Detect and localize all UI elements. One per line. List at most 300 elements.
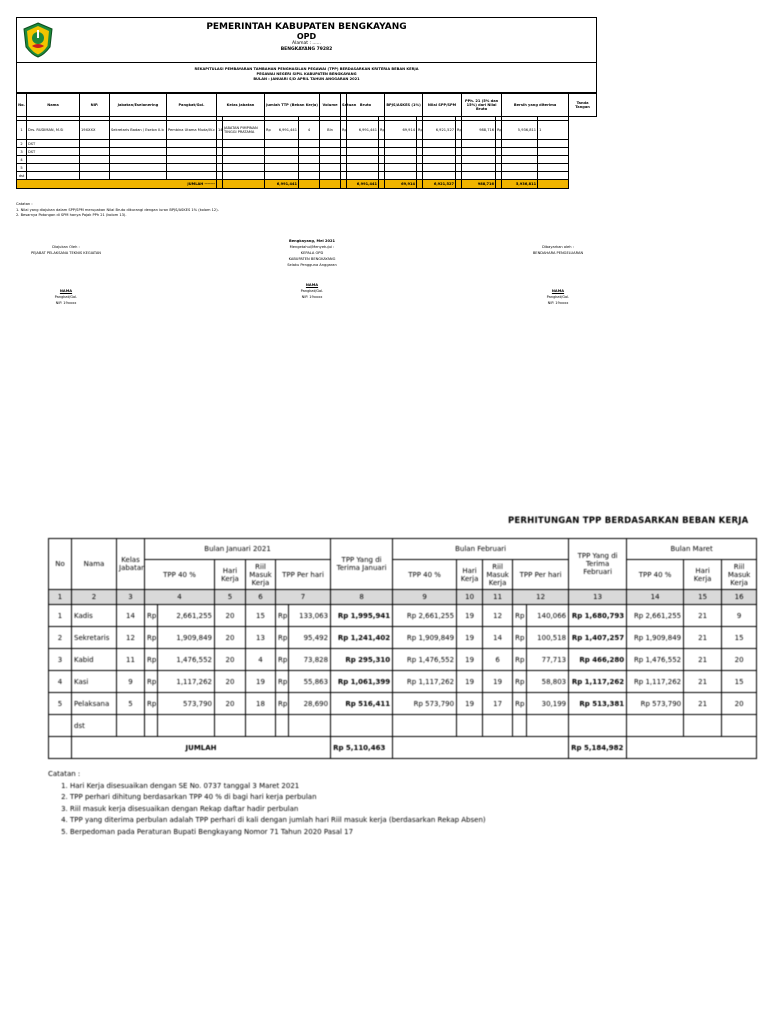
rekap-row — [17, 140, 597, 148]
calc-feb-diterima: Rp 513,381 — [569, 693, 627, 715]
rekap-cell-nama — [27, 156, 80, 164]
rekap-cell-pangkat — [167, 140, 217, 148]
sig-center-regency: KABUPATEN BENGKAYANG — [288, 257, 336, 261]
calc-jan-perhari: 73,828 — [289, 649, 331, 671]
calc-notes-title: Catatan : — [48, 770, 81, 778]
calc-cell — [158, 715, 215, 737]
rekap-cell-jumlah — [265, 148, 299, 156]
h-no: No — [49, 539, 72, 590]
calc-feb-tpp40: Rp 1,909,849 — [393, 627, 457, 649]
currency-prefix: Rp — [145, 649, 158, 671]
rekap-cell-kelas-jab: JABATAN PIMPINAN TINGGI PRATAMA — [223, 121, 265, 140]
calc-jan-tpp40: 573,790 — [158, 693, 215, 715]
h-mar-riil: Riil Masuk Kerja — [722, 560, 757, 590]
rekap-cell-kelas-jab — [223, 156, 265, 164]
rekap-cell-bpjs: 69,914 — [385, 121, 417, 140]
total-pph: 988,716 — [462, 180, 496, 189]
calc-mar-riil: 15 — [722, 671, 757, 693]
rekap-document — [16, 17, 597, 189]
currency-prefix: Rp — [145, 693, 158, 715]
calc-jan-hari: 20 — [215, 649, 246, 671]
calc-header-row-1 — [49, 539, 757, 560]
rekap-cell-ttd — [538, 140, 569, 148]
calc-feb-riil: 12 — [483, 605, 513, 627]
h-bulan-februari: Bulan Februari — [393, 539, 569, 560]
sig-center-rank: Pangkat/Gol. — [300, 289, 324, 293]
currency-prefix: Rp — [276, 605, 289, 627]
h-kelas: Kelas Jabatan — [117, 539, 145, 590]
rekap-cell-satuan — [320, 172, 341, 180]
rekap-cell-volume: 4 — [299, 121, 320, 140]
rekap-cell-jumlah — [265, 172, 299, 180]
col-pph: PPh. 21 (5% dan 15%) dari Nilai Bruto — [462, 94, 502, 117]
calc-mar-tpp40: Rp 1,909,849 — [627, 627, 684, 649]
calc-jan-riil: 13 — [246, 627, 276, 649]
calc-cell — [527, 715, 569, 737]
colnum: 9 — [393, 590, 457, 605]
rekap-cell-volume — [299, 172, 320, 180]
report-titles — [16, 63, 597, 93]
calc-row — [49, 671, 757, 693]
h-bulan-maret: Bulan Maret — [627, 539, 757, 560]
city-postcode: BENGKAYANG 79282 — [280, 47, 333, 52]
rekap-cell-bpjs — [385, 140, 417, 148]
rekap-cell-spp — [423, 172, 456, 180]
rekap-cell-bersih — [502, 172, 538, 180]
calc-jan-diterima: Rp 1,061,399 — [331, 671, 393, 693]
calc-mar-hari: 21 — [684, 605, 722, 627]
total-cell — [299, 180, 320, 189]
rekap-cell-nip: 19XXXX — [80, 121, 110, 140]
rekap-cell-ttd — [538, 156, 569, 164]
rekap-cell-nama — [27, 164, 80, 172]
rekap-cell-bpjs — [385, 172, 417, 180]
calc-no: 2 — [49, 627, 72, 649]
rekap-total-row — [17, 180, 597, 189]
calc-note-1: 1. Hari Kerja disesuaikan dengan SE No. 0737 tanggal 3 Maret 2021 — [70, 781, 486, 793]
colnum: 4 — [145, 590, 215, 605]
rekap-cell-spp — [423, 164, 456, 172]
calc-feb-hari: 19 — [457, 605, 483, 627]
rekap-row — [17, 164, 597, 172]
rekap-cell-nama: DST — [27, 148, 80, 156]
rekap-cell-volume — [299, 156, 320, 164]
note-2: 2. Besarnya Potongan di SPM hanya Pajak PPh 21 (kolom 13). — [16, 213, 127, 217]
rekap-cell-ttd — [538, 164, 569, 172]
calc-nama: Kasi — [72, 671, 117, 693]
sig-date: Bengkayang, Mei 2021 — [288, 239, 336, 243]
h-feb-hari: Hari Kerja — [457, 560, 483, 590]
note-1: 1. Nilai yang diajukan dalam SPP/SPM merupakan Nilai Bruto dikurangi dengan iuran BPJS/ASKES 1% (kolom 12). — [16, 207, 219, 212]
calc-feb-perhari: 30,199 — [527, 693, 569, 715]
currency-prefix: Rp — [276, 649, 289, 671]
address: Alamat : ...... — [292, 41, 321, 46]
calc-column-numbers — [49, 590, 757, 605]
rekap-cell-jumlah — [265, 121, 299, 140]
currency-prefix: Rp — [513, 605, 527, 627]
rekap-cell-rp6: Rp — [496, 121, 502, 140]
rekap-cell-pangkat — [167, 156, 217, 164]
rekap-cell-bersih — [502, 148, 538, 156]
rekap-cell-bruto — [347, 172, 379, 180]
rekap-cell-kelas-jab — [223, 164, 265, 172]
currency-prefix: Rp — [513, 693, 527, 715]
rekap-cell-no: 3 — [17, 148, 27, 156]
rekap-cell-no: dst — [17, 172, 27, 180]
rekap-header-row — [17, 94, 597, 117]
calc-feb-perhari: 58,803 — [527, 671, 569, 693]
h-jan-perhari: TPP Per hari — [276, 560, 331, 590]
currency-prefix: Rp — [266, 128, 271, 132]
calc-total-februari: Rp 5,184,982 — [569, 737, 627, 759]
currency-prefix: Rp — [513, 627, 527, 649]
col-bruto: Bruto — [347, 94, 385, 117]
col-nama: Nama — [27, 94, 80, 117]
colnum: 13 — [569, 590, 627, 605]
calc-cell — [145, 715, 158, 737]
rekap-cell-pangkat: Pembina Utama Muda/IV.c — [167, 121, 217, 140]
calc-header-row-2 — [49, 560, 757, 590]
calc-feb-riil: 6 — [483, 649, 513, 671]
colnum: 10 — [457, 590, 483, 605]
currency-prefix: Rp — [513, 671, 527, 693]
calc-cell — [393, 737, 569, 759]
calc-mar-tpp40: Rp 1,476,552 — [627, 649, 684, 671]
calc-feb-hari: 19 — [457, 693, 483, 715]
rekap-cell-nama: Drs. RUDIMAN, M.Si — [27, 121, 80, 140]
total-cell — [320, 180, 341, 189]
calc-jan-riil: 15 — [246, 605, 276, 627]
rekap-cell-no: 2 — [17, 140, 27, 148]
calc-no: 5 — [49, 693, 72, 715]
rekap-cell-bruto — [347, 148, 379, 156]
total-bpjs: 69,914 — [385, 180, 417, 189]
calc-mar-tpp40: Rp 2,661,255 — [627, 605, 684, 627]
h-diterima-januari: TPP Yang di Terima Januari — [331, 539, 393, 590]
opd-name: OPD — [296, 32, 317, 41]
col-pangkat: Pangkat/Gol. — [167, 94, 217, 117]
rekap-cell-ttd — [538, 148, 569, 156]
calc-note-4: 4. TPP yang diterima perbulan adalah TPP perhari di kali dengan jumlah hari Riil masuk kerja (berdasarkan Rekap Absen) — [70, 815, 486, 827]
calc-row — [49, 693, 757, 715]
rekap-cell-jabatan — [110, 156, 167, 164]
rekap-cell-nip — [80, 164, 110, 172]
rekap-cell-jabatan: Sekretaris Badan / Eselon II.b — [110, 121, 167, 140]
calc-feb-tpp40: Rp 1,476,552 — [393, 649, 457, 671]
sig-center-name: NAMA — [305, 283, 319, 287]
calc-row-dst — [49, 715, 757, 737]
rekap-cell-nip — [80, 156, 110, 164]
rekap-cell-rp3: Rp — [379, 121, 385, 140]
sig-right-role: BENDAHARA PENGELUARAN — [532, 251, 584, 255]
rekap-cell-nama: DST — [27, 140, 80, 148]
h-jan-tpp40: TPP 40 % — [145, 560, 215, 590]
calc-cell — [49, 737, 72, 759]
rekap-cell-nip — [80, 140, 110, 148]
calc-mar-hari: 21 — [684, 693, 722, 715]
calc-feb-perhari: 77,713 — [527, 649, 569, 671]
calc-cell — [276, 715, 289, 737]
calc-cell — [331, 715, 393, 737]
sig-left-name: NAMA — [59, 289, 73, 293]
total-spp: 6,921,527 — [423, 180, 456, 189]
rekap-cell-nip — [80, 172, 110, 180]
rekap-row — [17, 121, 597, 140]
col-nip: NIP. — [80, 94, 110, 117]
rekap-cell-bpjs — [385, 148, 417, 156]
rekap-cell-bpjs — [385, 156, 417, 164]
calc-jan-perhari: 55,863 — [289, 671, 331, 693]
sig-center-caption: Mengetahui/Menyetujui : — [289, 245, 335, 249]
calc-no: 3 — [49, 649, 72, 671]
calc-jan-hari: 20 — [215, 693, 246, 715]
rekap-cell-volume — [299, 148, 320, 156]
col-satuan: Satuan — [341, 94, 347, 117]
letterhead — [16, 17, 597, 63]
calc-kelas: 9 — [117, 671, 145, 693]
calc-jan-hari: 20 — [215, 627, 246, 649]
calc-jan-tpp40: 2,661,255 — [158, 605, 215, 627]
calc-no — [49, 715, 72, 737]
calc-mar-hari: 21 — [684, 671, 722, 693]
colnum: 7 — [276, 590, 331, 605]
calc-kelas: 12 — [117, 627, 145, 649]
calc-mar-hari: 21 — [684, 627, 722, 649]
calc-row — [49, 627, 757, 649]
calc-total-row — [49, 737, 757, 759]
calc-total-januari: Rp 5,110,463 — [331, 737, 393, 759]
calc-nama: Kabid — [72, 649, 117, 671]
currency-prefix: Rp — [145, 671, 158, 693]
calc-cell — [483, 715, 513, 737]
sig-right-rank: Pangkat/Gol. — [546, 295, 570, 299]
h-bulan-januari: Bulan Januari 2021 — [145, 539, 331, 560]
calc-feb-riil: 19 — [483, 671, 513, 693]
currency-prefix: Rp — [513, 649, 527, 671]
calc-cell — [393, 715, 457, 737]
calc-cell — [627, 737, 757, 759]
sig-right-nip: NIP. 19xxxx — [547, 301, 569, 305]
calc-nama: Pelaksana — [72, 693, 117, 715]
rekap-cell-bersih — [502, 140, 538, 148]
calc-feb-tpp40: Rp 573,790 — [393, 693, 457, 715]
calc-row — [49, 605, 757, 627]
rekap-row — [17, 148, 597, 156]
rekap-notes — [16, 202, 219, 219]
rekap-cell-jumlah — [265, 164, 299, 172]
rekap-cell-jabatan — [110, 172, 167, 180]
colnum: 3 — [117, 590, 145, 605]
calc-feb-riil: 17 — [483, 693, 513, 715]
rekap-cell-kelas-jab — [223, 148, 265, 156]
calc-row — [49, 649, 757, 671]
rekap-cell-bruto — [347, 156, 379, 164]
calc-mar-riil: 15 — [722, 627, 757, 649]
calc-jan-riil: 4 — [246, 649, 276, 671]
h-feb-tpp40: TPP 40 % — [393, 560, 457, 590]
colnum: 15 — [684, 590, 722, 605]
sig-left-caption: Diajukan Oleh : — [52, 245, 80, 249]
signature-center — [262, 238, 362, 300]
calc-note-3: 3. Riil masuk kerja disesuaikan dengan Rekap daftar hadir perbulan — [70, 804, 486, 816]
calc-no: 1 — [49, 605, 72, 627]
rekap-cell-volume — [299, 164, 320, 172]
calc-feb-perhari: 140,066 — [527, 605, 569, 627]
rekap-cell-jabatan — [110, 140, 167, 148]
calc-note-2: 2. TPP perhari dihitung berdasarkan TPP 40 % di bagi hari kerja perbulan — [70, 792, 486, 804]
calc-feb-diterima: Rp 1,680,793 — [569, 605, 627, 627]
rekap-cell-volume — [299, 140, 320, 148]
calc-feb-diterima: Rp 1,117,262 — [569, 671, 627, 693]
calc-kelas: 14 — [117, 605, 145, 627]
h-nama: Nama — [72, 539, 117, 590]
rekap-cell-kelas-jab — [223, 172, 265, 180]
col-no: No. — [17, 94, 27, 117]
col-jumlah-ttp: Jumlah TTP (Beban Kerja) — [265, 94, 320, 117]
calc-jan-tpp40: 1,909,849 — [158, 627, 215, 649]
calc-feb-riil: 14 — [483, 627, 513, 649]
col-spp: Nilai SPP/SPM — [423, 94, 462, 117]
calc-jan-perhari: 28,690 — [289, 693, 331, 715]
calc-jan-diterima: Rp 516,411 — [331, 693, 393, 715]
calc-jan-hari: 20 — [215, 671, 246, 693]
rekap-cell-bpjs — [385, 164, 417, 172]
rekap-cell-jabatan — [110, 148, 167, 156]
rekap-cell-spp: 6,921,527 — [423, 121, 456, 140]
rekap-cell-bruto — [347, 140, 379, 148]
colnum: 1 — [49, 590, 72, 605]
colnum: 5 — [215, 590, 246, 605]
rekap-cell-rp5: Rp — [456, 121, 462, 140]
calc-cell — [513, 715, 527, 737]
rekap-cell-ttd: 1 — [538, 121, 569, 140]
col-bersih: Bersih yang diterima — [502, 94, 569, 117]
rekap-cell-pph — [462, 164, 496, 172]
col-bpjs: BPJS/ASKES (1%) — [385, 94, 423, 117]
calc-nama: Kadis — [72, 605, 117, 627]
rekap-cell-pph: 988,716 — [462, 121, 496, 140]
rekap-cell-rp4: Rp — [417, 121, 423, 140]
calc-table — [48, 538, 757, 759]
colnum: 14 — [627, 590, 684, 605]
signature-left — [16, 244, 116, 306]
rekap-cell-rp2: Rp — [341, 121, 347, 140]
rekap-cell-nip — [80, 148, 110, 156]
currency-prefix: Rp — [145, 627, 158, 649]
amount: 6,991,441 — [278, 128, 298, 132]
rekap-cell-bersih: 5,936,811 — [502, 121, 538, 140]
rekap-cell-satuan — [320, 140, 341, 148]
signature-right — [508, 244, 608, 306]
h-diterima-februari: TPP Yang di Terima Februari — [569, 539, 627, 590]
rekap-cell-pangkat — [167, 164, 217, 172]
rekap-table — [16, 93, 597, 189]
total-cell — [538, 180, 569, 189]
calc-feb-hari: 19 — [457, 627, 483, 649]
rekap-row — [17, 156, 597, 164]
rekap-cell-jabatan — [110, 164, 167, 172]
calc-jan-perhari: 133,063 — [289, 605, 331, 627]
calc-mar-riil: 20 — [722, 693, 757, 715]
rekap-cell-pph — [462, 156, 496, 164]
rekap-cell-bersih — [502, 156, 538, 164]
sig-center-role: KEPALA OPD — [300, 251, 324, 255]
sig-right-name: NAMA — [551, 289, 565, 293]
rekap-cell-kelas: 14 — [217, 121, 223, 140]
h-mar-tpp40: TPP 40 % — [627, 560, 684, 590]
calc-jan-tpp40: 1,117,262 — [158, 671, 215, 693]
calc-feb-tpp40: Rp 1,117,262 — [393, 671, 457, 693]
calc-cell — [684, 715, 722, 737]
rekap-cell-jumlah — [265, 156, 299, 164]
calc-cell — [289, 715, 331, 737]
rekap-cell-bersih — [502, 164, 538, 172]
calc-note-5: 5. Berpedoman pada Peraturan Bupati Bengkayang Nomor 71 Tahun 2020 Pasal 17 — [70, 827, 486, 839]
rekap-cell-no: 5 — [17, 164, 27, 172]
calc-cell — [117, 715, 145, 737]
colnum: 6 — [246, 590, 276, 605]
calc-kelas: 5 — [117, 693, 145, 715]
calc-feb-diterima: Rp 1,407,257 — [569, 627, 627, 649]
calc-cell — [569, 715, 627, 737]
colnum: 11 — [483, 590, 513, 605]
col-volume: Volume — [320, 94, 341, 117]
calc-cell — [627, 715, 684, 737]
calc-mar-riil: 20 — [722, 649, 757, 671]
calc-feb-diterima: Rp 466,280 — [569, 649, 627, 671]
total-bruto: 6,991,441 — [347, 180, 379, 189]
calc-nama: dst — [72, 715, 117, 737]
calc-title: PERHITUNGAN TPP BERDASARKAN BEBAN KERJA — [508, 516, 749, 526]
calc-jan-riil: 18 — [246, 693, 276, 715]
report-period: BULAN : JANUARI S/D APRIL TAHUN ANGGARAN 2021 — [253, 77, 360, 81]
currency-prefix: Rp — [145, 605, 158, 627]
calc-mar-riil: 9 — [722, 605, 757, 627]
rekap-cell-pangkat — [167, 148, 217, 156]
rekap-cell-satuan: Bln — [320, 121, 341, 140]
rekap-cell-bruto — [347, 164, 379, 172]
calc-feb-perhari: 100,518 — [527, 627, 569, 649]
col-kelas-jabatan: Kelas Jabatan — [217, 94, 265, 117]
calc-cell — [457, 715, 483, 737]
report-subtitle: PEGAWAI NEGERI SIPIL KABUPATEN BENGKAYANG — [256, 72, 357, 76]
sig-center-office: Selaku Pengguna Anggaran — [287, 263, 337, 267]
total-label: JUMLAH ------- — [17, 180, 217, 189]
rekap-cell-spp — [423, 140, 456, 148]
report-title: REKAPITULASI PEMBAYARAN TAMBAHAN PENGHASILAN PEGAWAI (TPP) BERDASARKAN KRITERIA BEBAN KERJA — [194, 67, 419, 71]
rekap-cell-jumlah — [265, 140, 299, 148]
rekap-cell-pph — [462, 148, 496, 156]
rekap-cell-bruto: 6,991,441 — [347, 121, 379, 140]
sig-left-role: PEJABAT PELAKSANA TEKNIS KEGIATAN — [30, 251, 101, 255]
rekap-cell-spp — [423, 148, 456, 156]
rekap-cell-nama — [27, 172, 80, 180]
currency-prefix: Rp — [276, 627, 289, 649]
h-jan-hari: Hari Kerja — [215, 560, 246, 590]
calc-jan-diterima: Rp 1,995,941 — [331, 605, 393, 627]
calc-mar-hari: 21 — [684, 649, 722, 671]
rekap-cell-no: 1 — [17, 121, 27, 140]
h-jan-riil: Riil Masuk Kerja — [246, 560, 276, 590]
sig-right-caption: Dibayarkan oleh : — [542, 245, 574, 249]
h-feb-riil: Riil Masuk Kerja — [483, 560, 513, 590]
calc-notes — [48, 769, 486, 838]
sig-left-rank: Pangkat/Gol. — [54, 295, 78, 299]
rekap-cell-satuan — [320, 148, 341, 156]
calc-cell — [215, 715, 246, 737]
calc-feb-tpp40: Rp 2,661,255 — [393, 605, 457, 627]
government-name: PEMERINTAH KABUPATEN BENGKAYANG — [206, 22, 407, 32]
